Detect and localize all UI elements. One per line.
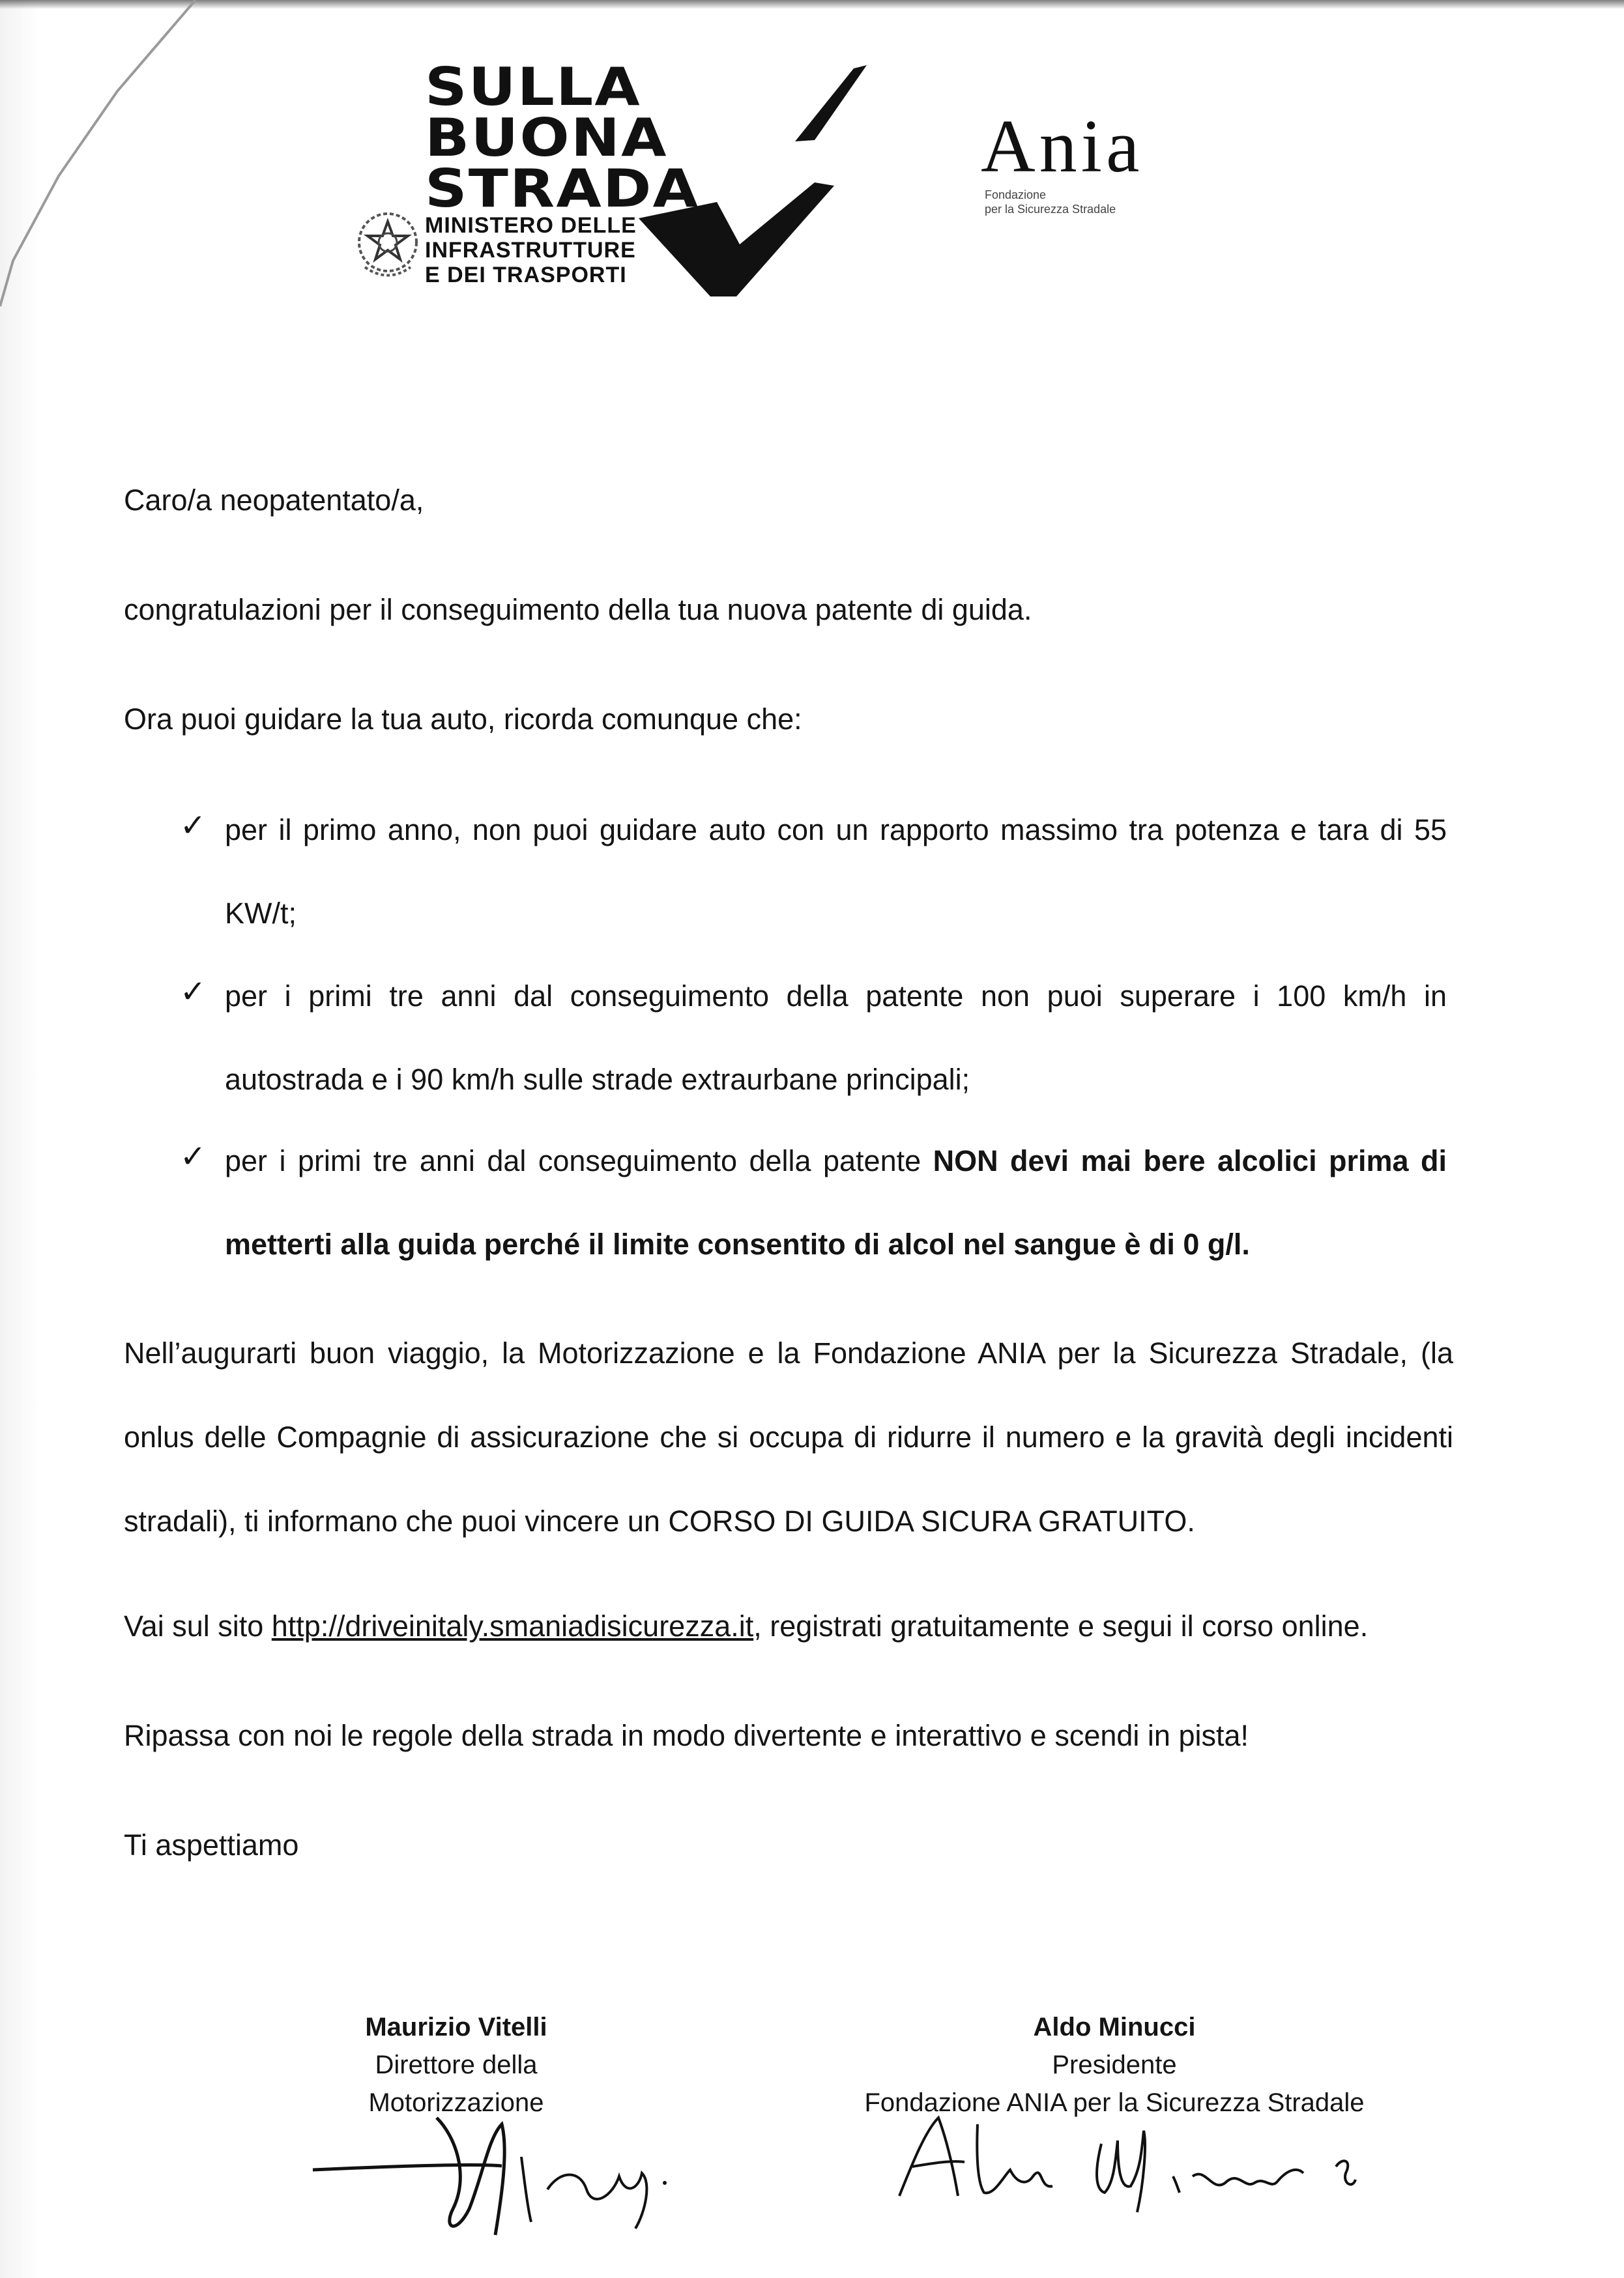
signatory-role: Presidente	[1052, 2051, 1177, 2079]
ministry-line: INFRASTRUTTURE	[425, 238, 636, 263]
page-fold-mark	[0, 0, 209, 339]
scan-edge	[0, 0, 1624, 9]
intro-line: Ora puoi guidare la tua auto, ricorda comunque che:	[124, 702, 802, 736]
rule-alcohol-start: per i primi tre anni dal conseguimento della patente	[225, 1144, 933, 1177]
ania-wordmark: Ania	[981, 105, 1144, 188]
scan-shade	[0, 0, 39, 2278]
check-mark-icon: ✓	[180, 1140, 207, 1174]
ministry-line: E DEI TRASPORTI	[425, 263, 627, 287]
check-mark-icon: ✓	[180, 975, 207, 1009]
signatory-role: Fondazione ANIA per la Sicurezza Stradale	[864, 2088, 1365, 2117]
handwritten-signature-vitelli	[306, 2098, 697, 2248]
website-link[interactable]: http://driveinitaly.smaniadisicurezza.it	[271, 1609, 754, 1643]
ania-subtitle-line: Fondazione	[985, 188, 1047, 201]
rule-alcohol-bold: NON devi mai bere alcolici prima di metterti alla guida perché il limite consentito di alcol nel sangue è di 0 g/l.	[225, 1144, 1447, 1261]
signatory-name: Aldo Minucci	[1033, 2013, 1196, 2041]
ania-subtitle	[985, 188, 1116, 216]
campaign-title-line: BUONA	[425, 108, 668, 168]
ania-logo	[981, 104, 1215, 235]
checkmark-icon	[619, 62, 912, 303]
congratulations-line: congratulazioni per il conseguimento della tua nuova patente di guida.	[124, 593, 1032, 626]
ania-subtitle-line: per la Sicurezza Stradale	[985, 203, 1116, 216]
campaign-title-line: STRADA	[425, 158, 700, 219]
ministry-name	[425, 213, 637, 287]
rule-speed-limits: per i primi tre anni dal conseguimento della patente non puoi superare i 100 km/h in autostrada e i 90 km/h sulle strade extraurbane principali;	[225, 979, 1447, 1096]
campaign-title-line: SULLA	[425, 57, 642, 117]
check-mark-icon: ✓	[180, 809, 207, 843]
republic-emblem-icon	[352, 202, 424, 287]
signatory-role: Motorizzazione	[368, 2088, 544, 2117]
signatory-role: Direttore della	[375, 2051, 538, 2079]
salutation: Caro/a neopatentato/a,	[124, 483, 424, 517]
website-prefix: Vai sul sito	[124, 1609, 272, 1643]
website-line	[124, 1608, 1453, 1645]
review-line: Ripassa con noi le regole della strada in modo divertente e interattivo e scendi in pista!	[124, 1719, 1249, 1752]
closing-line: Ti aspettiamo	[124, 1828, 299, 1862]
sulla-buona-strada-logo	[352, 57, 912, 303]
ministry-line: MINISTERO DELLE	[425, 213, 637, 238]
rule-first-year: per il primo anno, non puoi guidare auto con un rapporto massimo tra potenza e tara di 55 KW/t;	[225, 813, 1447, 930]
signatory-name: Maurizio Vitelli	[365, 2013, 547, 2041]
handwritten-signature-minucci	[886, 2105, 1408, 2215]
ania-paragraph: Nell’augurarti buon viaggio, la Motorizzazione e la Fondazione ANIA per la Sicurezza Stradale, (la onlus delle Compagnie di assicurazione che si occupa di ridurre il numero e la gravità degli incidenti stradali), ti informano che puoi vincere un CORSO DI GUIDA SICURA GRATUITO.	[124, 1336, 1453, 1538]
rule-alcohol	[225, 1119, 1447, 1286]
website-suffix: , registrati gratuitamente e segui il corso online.	[753, 1609, 1369, 1643]
